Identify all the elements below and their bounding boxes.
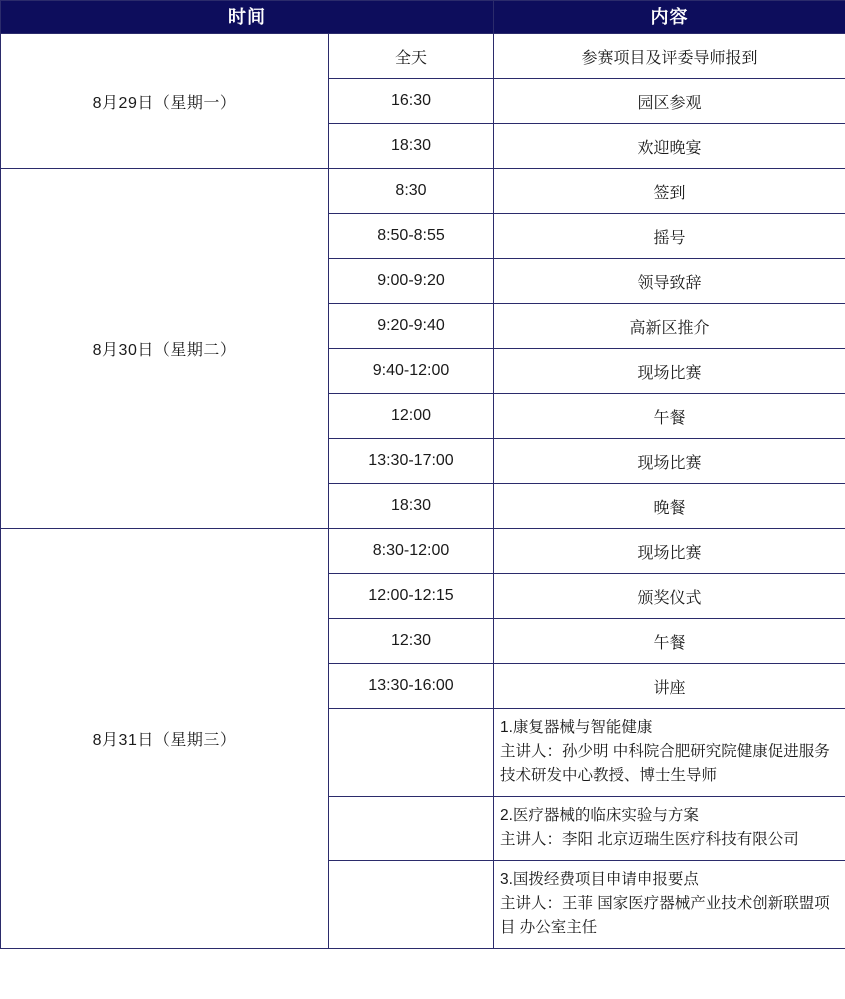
time-cell: 9:20-9:40 [329,304,494,349]
time-cell: 12:00-12:15 [329,574,494,619]
content-cell: 欢迎晚宴 [494,124,845,169]
content-cell: 讲座 [494,664,845,709]
lecture-title: 2.医疗器械的临床实验与方案 [500,807,699,825]
lecture-title: 1.康复器械与智能健康 [500,719,653,736]
day-label-2: 8月30日（星期二） [1,169,329,529]
content-cell: 摇号 [494,214,845,259]
content-cell: 现场比赛 [494,529,845,574]
content-cell: 现场比赛 [494,439,845,484]
content-cell: 签到 [494,169,845,214]
header-content: 内容 [494,1,845,34]
lecture-speaker: 主讲人：李阳 北京迈瑞生医疗科技有限公司 [500,831,799,849]
time-cell [329,797,494,861]
time-cell: 18:30 [329,484,494,529]
time-cell: 16:30 [329,79,494,124]
content-cell: 园区参观 [494,79,845,124]
content-cell: 午餐 [494,394,845,439]
content-cell: 领导致辞 [494,259,845,304]
lecture-speaker: 主讲人：孙少明 中科院合肥研究院健康促进服务技术研发中心教授、博士生导师 [500,743,830,785]
lecture-title: 3.国拨经费项目申请申报要点 [500,871,699,889]
time-cell: 8:30 [329,169,494,214]
time-cell: 8:50-8:55 [329,214,494,259]
lecture-cell [494,797,845,861]
lecture-cell [494,709,845,797]
content-cell: 颁奖仪式 [494,574,845,619]
table-body [1,34,845,949]
time-cell [329,709,494,797]
time-cell [329,861,494,949]
time-cell: 全天 [329,34,494,79]
header-row [1,1,845,34]
table-row [1,169,845,214]
content-cell: 参赛项目及评委导师报到 [494,34,845,79]
time-cell: 8:30-12:00 [329,529,494,574]
day-label-3: 8月31日（星期三） [1,529,329,949]
content-cell: 午餐 [494,619,845,664]
time-cell: 9:00-9:20 [329,259,494,304]
lecture-cell [494,861,845,949]
time-cell: 9:40-12:00 [329,349,494,394]
time-cell: 12:30 [329,619,494,664]
time-cell: 18:30 [329,124,494,169]
lecture-speaker: 主讲人：王菲 国家医疗器械产业技术创新联盟项目 办公室主任 [500,895,830,937]
time-cell: 13:30-17:00 [329,439,494,484]
table-header [1,1,845,34]
header-time: 时间 [1,1,494,34]
content-cell: 晚餐 [494,484,845,529]
day-label-1: 8月29日（星期一） [1,34,329,169]
table-row [1,34,845,79]
time-cell: 12:00 [329,394,494,439]
content-cell: 高新区推介 [494,304,845,349]
content-cell: 现场比赛 [494,349,845,394]
table-row [1,529,845,574]
time-cell: 13:30-16:00 [329,664,494,709]
